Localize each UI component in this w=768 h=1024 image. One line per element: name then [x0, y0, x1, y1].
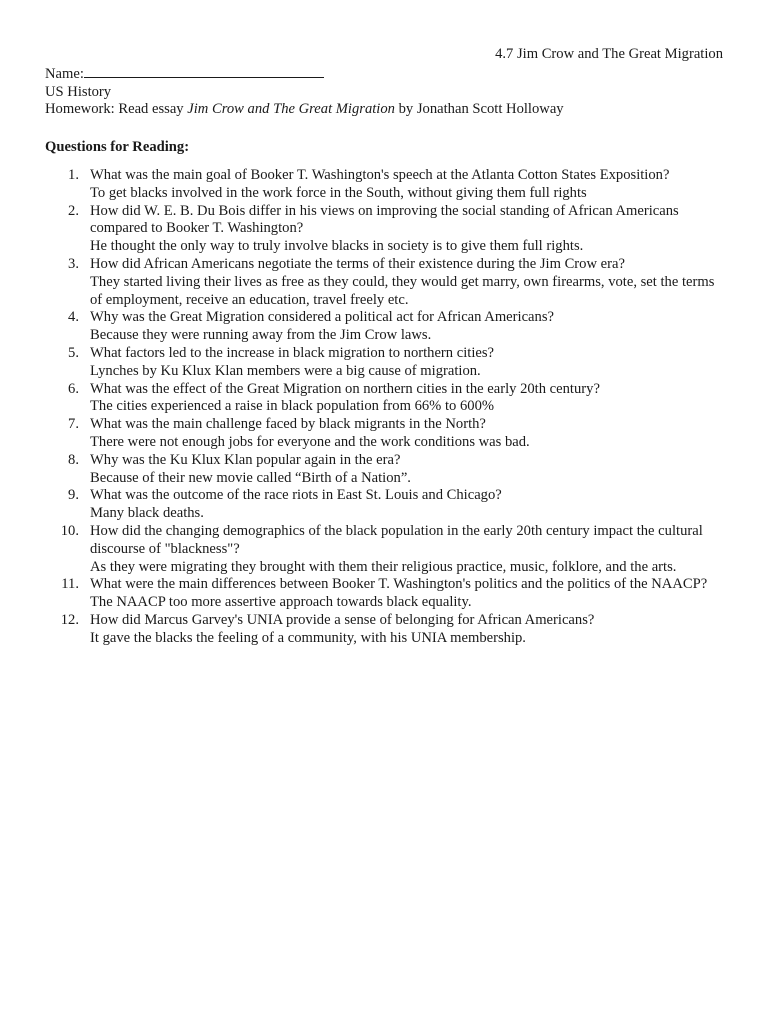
answer-text: Because of their new movie called “Birth of a Nation”. [90, 469, 411, 486]
question-text: Why was the Great Migration considered a political act for African Americans? [90, 309, 554, 326]
question-item [45, 203, 723, 256]
question-number: 9. [68, 487, 79, 504]
question-item [45, 612, 723, 648]
question-item [45, 256, 723, 309]
answer-text: There were not enough jobs for everyone and the work conditions was bad. [90, 433, 530, 450]
question-item [45, 416, 723, 452]
question-number: 8. [68, 451, 79, 468]
questions-list [45, 167, 723, 648]
answer-text: It gave the blacks the feeling of a community, with his UNIA membership. [90, 629, 526, 646]
answer-text: To get blacks involved in the work force in the South, without giving them full rights [90, 184, 587, 201]
answer-text: The cities experienced a raise in black population from 66% to 600% [90, 398, 495, 415]
question-number: 11. [61, 576, 79, 593]
homework-prefix: Homework: Read essay [45, 101, 188, 118]
question-item [45, 576, 723, 612]
name-line [45, 64, 723, 84]
question-item [45, 345, 723, 381]
answer-text: As they were migrating they brought with them their religious practice, music, folklore, and the arts. [90, 558, 677, 575]
question-text: How did the changing demographics of the black population in the early 20th century impact the cultural discourse of "blackness"? [90, 522, 703, 557]
course-name: US History [45, 83, 112, 100]
answer-text: Because they were running away from the Jim Crow laws. [90, 327, 432, 344]
question-text: How did African Americans negotiate the terms of their existence during the Jim Crow era? [90, 255, 625, 272]
question-number: 12. [60, 611, 79, 628]
question-text: What were the main differences between Booker T. Washington's politics and the politics of the NAACP? [90, 576, 708, 593]
section-heading: Questions for Reading: [45, 139, 190, 156]
name-blank [84, 64, 324, 78]
question-item [45, 523, 723, 576]
essay-title: Jim Crow and The Great Migration [187, 101, 395, 118]
answer-text: They started living their lives as free as they could, they would get marry, own firearms, vote, set the terms of employment, receive an education, travel freely etc. [90, 273, 715, 308]
homework-line [45, 101, 723, 119]
document-title: 4.7 Jim Crow and The Great Migration [495, 46, 723, 62]
question-item [45, 309, 723, 345]
question-text: Why was the Ku Klux Klan popular again in the era? [90, 451, 401, 468]
answer-text: Many black deaths. [90, 505, 204, 522]
answer-text: The NAACP too more assertive approach towards black equality. [90, 594, 472, 611]
question-number: 10. [60, 522, 79, 539]
question-item [45, 452, 723, 488]
question-number: 6. [68, 380, 79, 397]
document-page [45, 46, 723, 648]
answer-text: Lynches by Ku Klux Klan members were a big cause of migration. [90, 362, 481, 379]
question-text: What was the main challenge faced by black migrants in the North? [90, 416, 486, 433]
question-number: 1. [68, 166, 79, 183]
question-text: What was the main goal of Booker T. Washington's speech at the Atlanta Cotton States Exposition? [90, 166, 670, 183]
question-text: How did Marcus Garvey's UNIA provide a sense of belonging for African Americans? [90, 611, 595, 628]
question-number: 4. [68, 309, 79, 326]
homework-suffix: by Jonathan Scott Holloway [394, 101, 564, 118]
name-label: Name: [45, 65, 84, 82]
question-number: 2. [68, 202, 79, 219]
question-number: 3. [68, 255, 79, 272]
question-text: What was the outcome of the race riots in East St. Louis and Chicago? [90, 487, 502, 504]
question-number: 7. [68, 416, 79, 433]
question-text: How did W. E. B. Du Bois differ in his views on improving the social standing of African Americans compared to Booker T. Washington? [90, 202, 679, 237]
question-text: What was the effect of the Great Migration on northern cities in the early 20th century? [90, 380, 600, 397]
question-item [45, 487, 723, 523]
question-number: 5. [68, 344, 79, 361]
question-item [45, 381, 723, 417]
question-text: What factors led to the increase in black migration to northern cities? [90, 344, 495, 361]
answer-text: He thought the only way to truly involve blacks in society is to give them full rights. [90, 238, 584, 255]
question-item [45, 167, 723, 203]
